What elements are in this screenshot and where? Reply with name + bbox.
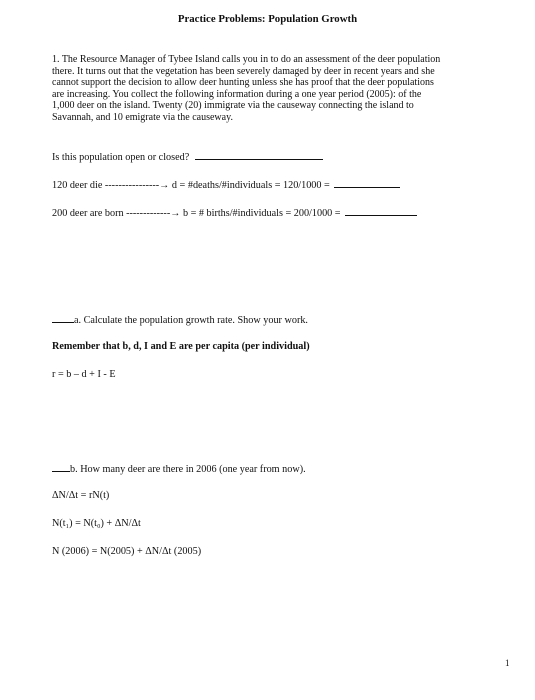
population-2006-formula: N (2006) = N(2005) + ΔN/Δt (2005): [52, 546, 202, 557]
population-update-formula: N(t₁) = N(t₀) + ΔN/Δt: [52, 518, 141, 529]
per-capita-reminder: Remember that b, d, I and E are per capita (per individual): [52, 341, 310, 352]
part-b-text: b. How many deer are there in 2006 (one year from now).: [70, 464, 306, 475]
rate-of-change-formula: ΔN/Δt = rN(t): [52, 490, 110, 501]
part-a-answer-blank[interactable]: [52, 313, 74, 323]
problem-line: there. It turns out that the vegetation has been severely damaged by deer in recent years and she: [52, 65, 435, 77]
problem-line: cannot support the decision to allow deer hunting unless she has proof that the deer populations: [52, 77, 434, 89]
open-closed-text: Is this population open or closed?: [52, 152, 190, 163]
birth-rate-answer-blank[interactable]: [345, 206, 417, 216]
part-a-question: [52, 313, 308, 327]
open-closed-answer-blank[interactable]: [195, 150, 323, 160]
birth-rate-line: [52, 206, 417, 220]
page-title: Practice Problems: Population Growth: [177, 13, 358, 25]
part-b-answer-blank[interactable]: [52, 462, 70, 472]
death-rate-text: 120 deer die ----------------→ d = #deaths/#individuals = 120/1000 =: [52, 180, 330, 191]
problem-paragraph: [52, 54, 514, 124]
page-number: 1: [505, 658, 510, 668]
problem-line: 1. The Resource Manager of Tybee Island calls you in to do an assessment of the deer population: [52, 54, 441, 65]
part-b-question: [52, 462, 306, 476]
death-rate-answer-blank[interactable]: [334, 178, 400, 188]
birth-rate-text: 200 deer are born -------------→ b = # births/#individuals = 200/1000 =: [52, 208, 341, 219]
problem-line: 1,000 deer on the island. Twenty (20) immigrate via the causeway connecting the island to: [52, 100, 414, 112]
death-rate-line: [52, 178, 400, 192]
part-a-text: a. Calculate the population growth rate. Show your work.: [74, 315, 308, 326]
problem-line: are increasing. You collect the following information during a one year period (2005): of the: [52, 88, 422, 100]
growth-rate-formula: r = b – d + I - E: [52, 369, 116, 380]
problem-line: Savannah, and 10 emigrate via the causeway.: [52, 111, 233, 123]
open-closed-question: [52, 150, 323, 164]
